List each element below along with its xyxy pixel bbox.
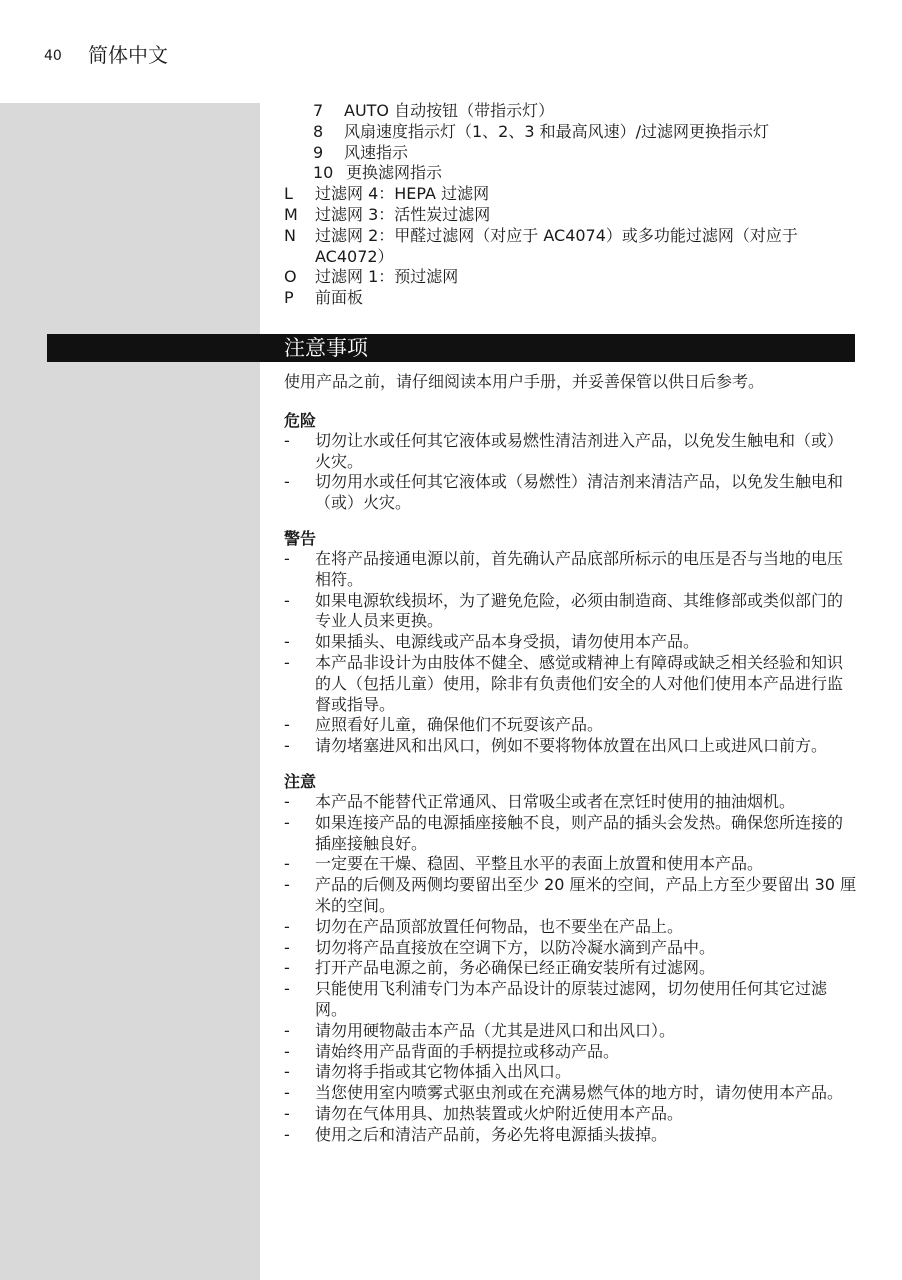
list-item-text: 切勿在产品顶部放置任何物品，也不要坐在产品上。 [315,916,684,936]
list-item [284,792,858,813]
legend-item [284,267,858,288]
list-item [284,1021,858,1042]
list-item [284,591,858,633]
legend-item [284,288,858,309]
legend-item [284,226,858,268]
legend-item [284,205,858,226]
bullet-dash: - [284,979,290,999]
legend-sub-text: 风扇速度指示灯（1、2、3 和最高风速）/过滤网更换指示灯 [344,121,770,141]
list-item-text: 在将产品接通电源以前，首先确认产品底部所标示的电压是否与当地的电压相符。 [315,548,844,589]
bullet-dash: - [284,590,290,610]
warning-heading: 警告 [284,528,317,548]
legend-sub-item [284,163,858,184]
bullet-dash: - [284,1124,290,1144]
bullet-dash: - [284,1083,290,1103]
legend-sub-item [284,143,858,164]
list-item [284,917,858,938]
list-item [284,1042,858,1063]
bullet-dash: - [284,854,290,874]
legend-text: 过滤网 3：活性炭过滤网 [315,204,491,224]
list-item [284,958,858,979]
bullet-dash: - [284,548,290,568]
list-item-text: 请勿将手指或其它物体插入出风口。 [315,1062,572,1082]
list-item [284,549,858,591]
section-title-bar [47,334,855,362]
legend-text: 过滤网 4：HEPA 过滤网 [315,184,490,204]
bullet-dash: - [284,430,290,450]
list-item-text: 当您使用室内喷雾式驱虫剂或在充满易燃气体的地方时，请勿使用本产品。 [315,1083,844,1103]
list-item-text: 如果连接产品的电源插座接触不良，则产品的插头会发热。确保您所连接的插座接触良好。 [315,812,844,853]
danger-list [284,431,858,514]
list-item [284,979,858,1021]
bullet-dash: - [284,715,290,735]
legend-sub-item [284,101,858,122]
list-item [284,472,858,514]
legend-label: L [284,184,293,204]
legend-label: O [284,267,297,287]
bullet-dash: - [284,958,290,978]
margin-sidebar [0,103,260,1280]
legend-sub-label: 10 [313,163,334,183]
bullet-dash: - [284,875,290,895]
bullet-dash: - [284,1020,290,1040]
list-item-text: 本产品非设计为由肢体不健全、感觉或精神上有障碍或缺乏相关经验和知识的人（包括儿童）使用，除非有负责他们安全的人对他们使用本产品进行监督或指导。 [315,652,844,714]
bullet-dash: - [284,1062,290,1082]
legend-list [284,101,858,309]
list-item [284,938,858,959]
list-item-text: 切勿用水或任何其它液体或（易燃性）清洁剂来清洁产品，以免发生触电和（或）火灾。 [315,472,844,513]
list-item-text: 只能使用飞利浦专门为本产品设计的原装过滤网，切勿使用任何其它过滤网。 [315,979,828,1019]
legend-sub-text: 更换滤网指示 [346,163,443,183]
legend-sub-text: 风速指示 [344,142,409,162]
legend-sub-label: 7 [313,101,324,120]
legend-label: P [284,288,294,308]
bullet-dash: - [284,472,290,492]
list-item-text: 应照看好儿童，确保他们不玩耍该产品。 [315,715,604,735]
bullet-dash: - [284,632,290,652]
list-item [284,632,858,653]
section-body [284,372,858,1160]
list-item-text: 切勿让水或任何其它液体或易燃性清洁剂进入产品，以免发生触电和（或）火灾。 [315,430,844,471]
legend-label: M [284,204,298,224]
list-item-text: 请始终用产品背面的手柄提拉或移动产品。 [315,1041,620,1061]
page-number: 40 [44,48,62,64]
list-item-text: 请勿用硬物敲击本产品（尤其是进风口和出风口）。 [315,1020,676,1040]
legend-label: N [284,225,296,245]
list-item [284,736,858,757]
list-item [284,715,858,736]
legend-sub-item [284,122,858,143]
bullet-dash: - [284,937,290,957]
legend-sub-label: 8 [313,121,324,141]
warning-list [284,549,858,757]
caution-heading: 注意 [284,771,317,791]
legend-sub-label: 9 [313,142,324,162]
bullet-dash: - [284,812,290,832]
list-item [284,1125,858,1146]
legend-text: 过滤网 1：预过滤网 [315,267,459,287]
intro-paragraph: 使用产品之前，请仔细阅读本用户手册，并妥善保管以供日后参考。 [284,372,765,391]
list-item [284,875,858,917]
list-item-text: 产品的后侧及两侧均要留出至少 20 厘米的空间，产品上方至少要留出 30 厘米的空间。 [315,875,857,915]
section-title: 注意事项 [284,336,368,360]
list-item-text: 请勿堵塞进风和出风口，例如不要将物体放置在出风口上或进风口前方。 [315,736,828,756]
legend-sub-text: AUTO 自动按钮（带指示灯） [344,101,555,120]
bullet-dash: - [284,652,290,672]
list-item [284,1083,858,1104]
bullet-dash: - [284,1041,290,1061]
list-item-text: 请勿在气体用具、加热装置或火炉附近使用本产品。 [315,1103,684,1123]
legend-text: 前面板 [315,288,364,308]
legend-item [284,184,858,205]
caution-list [284,792,858,1146]
list-item-text: 本产品不能替代正常通风、日常吸尘或者在烹饪时使用的抽油烟机。 [315,791,796,811]
list-item [284,854,858,875]
list-item-text: 切勿将产品直接放在空调下方，以防冷凝水滴到产品中。 [315,937,716,957]
list-item-text: 一定要在干燥、稳固、平整且水平的表面上放置和使用本产品。 [315,854,764,874]
list-item [284,653,858,715]
bullet-dash: - [284,916,290,936]
list-item [284,813,858,855]
danger-heading: 危险 [284,410,317,430]
list-item [284,431,858,473]
bullet-dash: - [284,791,290,811]
list-item-text: 如果电源软线损坏，为了避免危险，必须由制造商、其维修部或类似部门的专业人员来更换。 [315,590,844,631]
list-item-text: 打开产品电源之前，务必确保已经正确安装所有过滤网。 [315,958,716,978]
list-item-text: 如果插头、电源线或产品本身受损，请勿使用本产品。 [315,632,700,652]
list-item-text: 使用之后和清洁产品前，务必先将电源插头拔掉。 [315,1124,668,1144]
page-language-header: 简体中文 [88,43,168,67]
bullet-dash: - [284,736,290,756]
legend-text: 过滤网 2：甲醛过滤网（对应于 AC4074）或多功能过滤网（对应于 AC4072） [315,225,798,266]
bullet-dash: - [284,1103,290,1123]
list-item [284,1062,858,1083]
list-item [284,1104,858,1125]
